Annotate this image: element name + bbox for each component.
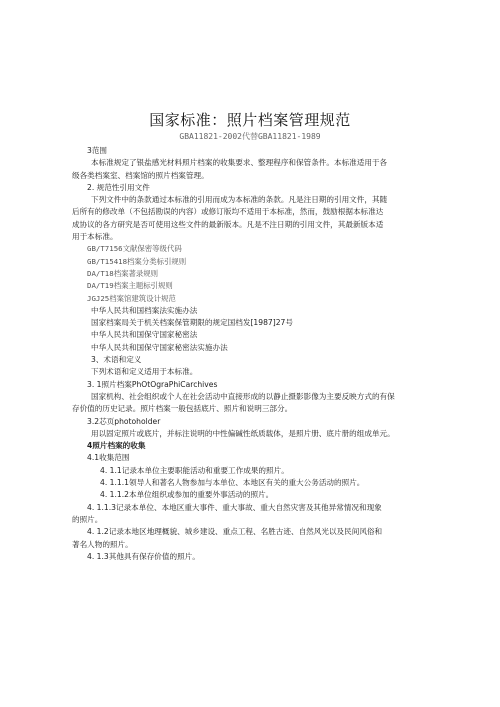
text-line: 存价值的历史记录。照片档案一般包括底片、照片和说明三部分。	[72, 404, 293, 414]
text-line: 国家机构、社会组织或个人在社会活动中直接形成的以静止摄影影像为主要反映方式的有保	[91, 391, 395, 401]
text-line: 用以固定照片或底片，并标注说明的中性偏碱性纸质载体，是照片册、底片册的组成单元。	[91, 428, 395, 438]
text-line: 4照片档案的收集	[87, 441, 146, 451]
text-line: 4. 1.1记录本单位主要职能活动和重要工作成果的照片。	[100, 465, 289, 475]
text-line: 4. 1.3其他具有保存价值的照片。	[87, 551, 200, 561]
text-line: 下列术语和定义适用于本标准。	[91, 367, 198, 377]
text-line: 著名人物的照片。	[72, 539, 133, 549]
text-line: 级各类档案室、档案馆的照片档案管理。	[72, 170, 209, 180]
text-line: 4.1收集范围	[87, 453, 130, 463]
text-line: 中华人民共和国档案法实施办法	[91, 305, 198, 315]
text-line: 的照片。	[72, 514, 103, 524]
text-line: 中华人民共和国保守国家秘密法实施办法	[91, 342, 228, 352]
text-line: 下列文件中的条款通过本标准的引用而成为本标准的条款。凡是注日期的引用文件，其随	[91, 195, 388, 205]
text-line: 3.2芯页photoholder	[87, 416, 161, 426]
text-line: 成协议的各方研究是否可使用这些文件的最新版本。凡是不注日期的引用文件，其最新版本适	[72, 219, 384, 229]
text-line: 4. 1.1.1领导人和著名人物参加与本单位、本地区有关的重大公务活动的照片。	[100, 478, 365, 488]
text-line: GB/T15418档案分类标引规则	[87, 256, 187, 266]
document-title: 国家标准：照片档案管理规范	[149, 111, 351, 129]
text-line: DA/T18档案著录规则	[87, 268, 159, 278]
standard-code: GBA11821-2002代替GBA11821-1989	[179, 132, 321, 141]
text-line: 3. 1照片档案PhOtOgraPhiCarchives	[87, 379, 218, 389]
text-line: 中华人民共和国保守国家秘密法	[91, 330, 198, 340]
text-line: 3、术语和定义	[91, 355, 142, 365]
text-line: 4. 1.2记录本地区地理概貌、城乡建设、重点工程、名胜古迹、自然风光以及民间风俗和	[87, 527, 383, 537]
text-line: 4. 1.1.3记录本单位、本地区重大事件、重大事故、重大自然灾害及其他异常情况和现象	[87, 502, 382, 512]
text-line: GB/T7156文献保密等级代码	[87, 244, 182, 254]
text-line: 用于本标准。	[72, 232, 118, 242]
text-line: JGJ25档案馆建筑设计规范	[87, 293, 176, 303]
text-line: DA/T19档案主题标引规则	[87, 281, 173, 291]
text-line: 4. 1.1.2本单位组织或参加的重要外事活动的照片。	[100, 490, 274, 500]
text-line: 本标准规定了银盐感光材料照片档案的收集要求、整理程序和保管条件。本标准适用于各	[91, 158, 388, 168]
text-line: 2. 规范性引用文件	[87, 182, 150, 192]
document-body	[72, 145, 436, 563]
text-line: 后所有的修改单（不包括勘误的内容）或修订版均不适用于本标准，然而，鼓励根据本标准达	[72, 207, 384, 217]
text-line: 3范围	[87, 146, 108, 155]
text-line: 国家档案局关于机关档案保管期限的规定国档发[1987]27号	[91, 318, 293, 328]
